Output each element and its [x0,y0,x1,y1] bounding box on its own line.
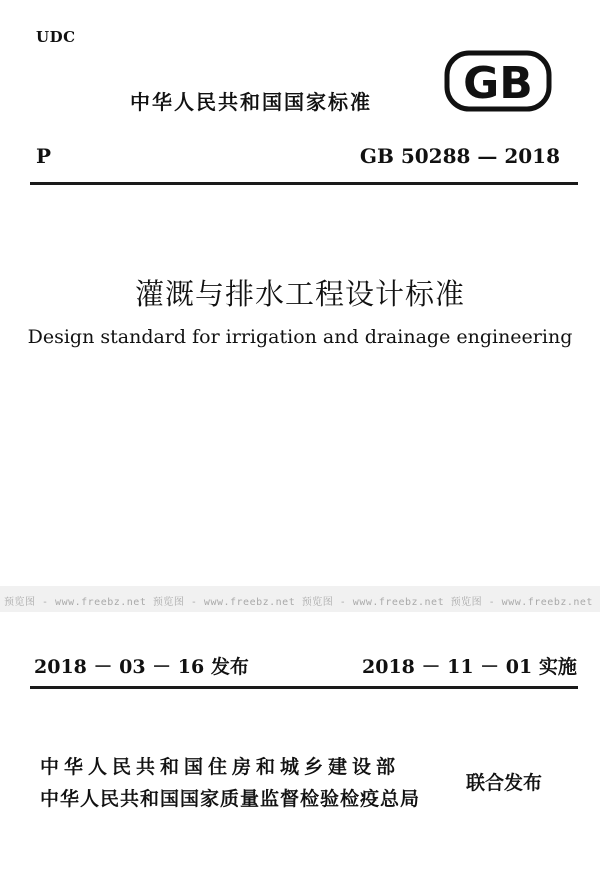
issue-date: 2018 － 03 － 16 发布 [34,656,249,678]
gb-logo [444,50,552,112]
issuer-aqsiq: 中华人民共和国国家质量监督检验检疫总局 [40,788,421,810]
category-code: P [36,144,52,168]
issuer-ministry-housing: 中华人民共和国住房和城乡建设部 [40,756,401,778]
udc-label: UDC [36,28,76,46]
national-standard-heading: 中华人民共和国国家标准 [130,90,372,114]
title-chinese: 灌溉与排水工程设计标准 [134,277,465,311]
divider-bottom [30,686,578,689]
divider-top [30,182,578,185]
watermark-text: 预览图 - www.freebz.net 预览图 - www.freebz.net 预览图 - www.freebz.net 预览图 - www.freebz.net [4,597,593,608]
gb-logo-text: GB [463,58,533,109]
joint-release-label: 联合发布 [466,772,543,794]
standard-number: GB 50288 — 2018 [359,144,560,168]
implementation-date: 2018 － 11 － 01 实施 [362,656,577,678]
title-english: Design standard for irrigation and drainage engineering [27,326,573,348]
